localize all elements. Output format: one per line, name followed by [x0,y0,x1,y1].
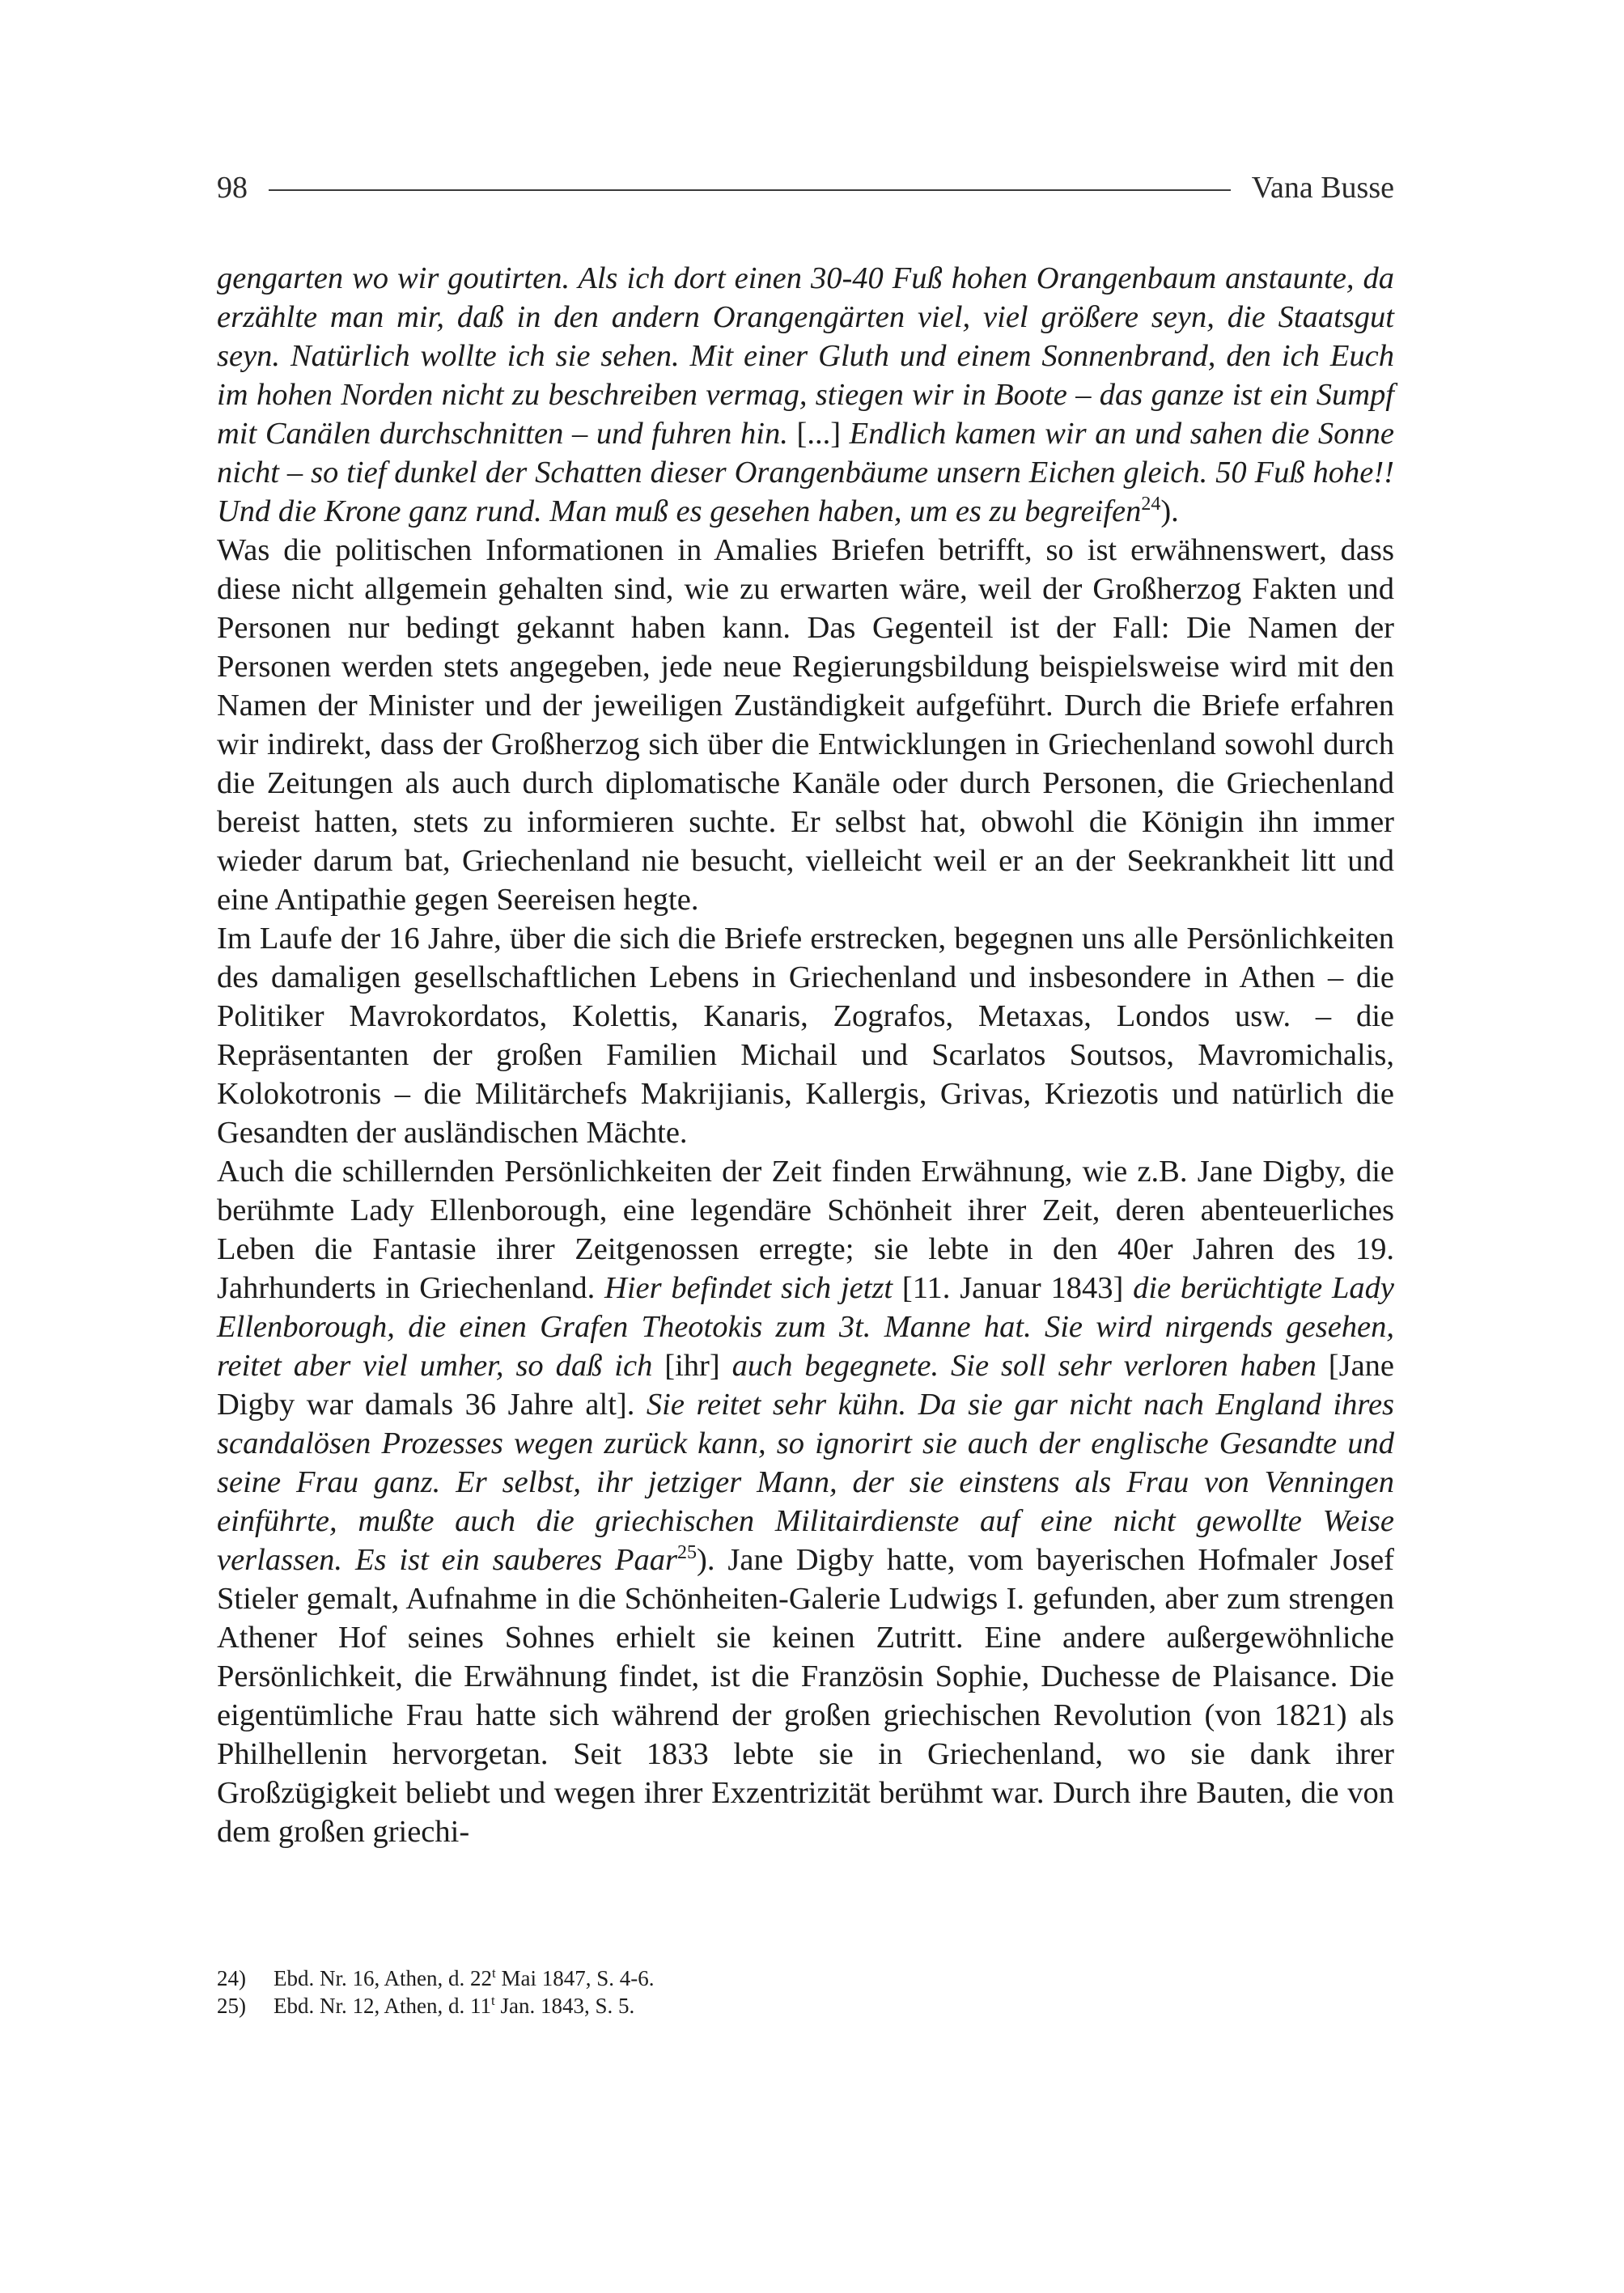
paragraph [217,259,1394,531]
footnote-superscript: t [491,1993,495,2008]
footnote-text-start: Ebd. Nr. 12, Athen, d. 11 [273,1994,491,2018]
footnote-number: 25) [217,1994,246,2018]
page-number: 98 [217,171,248,205]
footnote-text [273,1965,654,1992]
footnote-text-end: Mai 1847, S. 4-6. [495,1966,655,1990]
footnote-text-end: Jan. 1843, S. 5. [494,1994,635,2018]
footnotes [217,1965,1394,2020]
footnote [217,1965,1394,1992]
quoted-text: auch begegnete. Sie soll sehr verloren haben [731,1349,1329,1383]
paragraph [217,919,1394,1152]
quoted-text: die berüchtigte Lady Ellenborough, die einen Grafen Theotokis zum 3t. Manne hat. Sie wird nirgends gesehen, reitet aber viel umher, so daß ich [217,1271,1395,1383]
paragraph [217,531,1394,919]
text-run: [...] [796,417,850,451]
text-run: Im Laufe der 16 Jahre, über die sich die Briefe erstrecken, begegnen uns alle Persönlichkeiten des damaligen gesellschaftlichen Lebens in Griechenland und insbesondere in Athen – die Politiker Mavrokordatos, Kolettis, Kanaris, Zografos, Metaxas, Londos usw. – die Repräsentanten der großen Familien Michail und Scarlatos Soutsos, Mavromichalis, Kolokotronis – die Militärchefs Makrijianis, Kallergis, Grivas, Kriezotis und natürlich die Gesandten der ausländischen Mächte. [217,922,1394,1150]
text-run: ). Jane Digby hatte, vom bayerischen Hofmaler Josef Stieler gemalt, Aufnahme in die Schönheiten-Galerie Ludwigs I. gefunden, aber zum strengen Athener Hof seines Sohnes erhielt sie keinen Zutritt. Eine andere außergewöhnliche Persönlichkeit, die Erwähnung findet, ist die Französin Sophie, Duchesse de Plaisance. Die eigentümliche Frau hatte sich während der großen griechischen Revolution (von 1821) als Philhellenin hervorgetan. Seit 1833 lebte sie in Griechenland, wo sie dank ihrer Großzügigkeit beliebt und wegen ihrer Exzentrizität berühmt war. Durch ihre Bauten, die von dem großen griechi- [217,1543,1394,1849]
text-run: Was die politischen Informationen in Amalies Briefen betrifft, so ist erwähnenswert, dass diese nicht allgemein gehalten sind, wie zu erwarten wäre, weil der Großherzog Fakten und Personen nur bedingt gekannt haben kann. Das Gegenteil ist der Fall: Die Namen der Personen werden stets angegeben, jede neue Regierungsbildung beispielsweise wird mit den Namen der Minister und der jeweiligen Zuständigkeit aufgeführt. Durch die Briefe erfahren wir indirekt, dass der Großherzog sich über die Entwicklungen in Griechenland sowohl durch die Zeitungen als auch durch diplomatische Kanäle oder durch Personen, die Griechenland bereist hatten, stets zu informieren suchte. Er selbst hat, obwohl die Königin ihn immer wieder darum bat, Griechenland nie besucht, vielleicht weil er an der Seekrankheit litt und eine Antipathie gegen Seereisen hegte. [217,533,1394,917]
quoted-text: Endlich kamen wir an und sahen die Sonne nicht – so tief dunkel der Schatten dieser Orangenbäume unsern Eichen gleich. 50 Fuß hohe!! Und die Krone ganz rund. Man muß es gesehen haben, um es zu begreifen [217,417,1394,528]
body-text [217,259,1394,1851]
footnote-ref: 25 [677,1542,698,1563]
footnote-number: 24) [217,1966,246,1990]
footnote-text-start: Ebd. Nr. 16, Athen, d. 22 [273,1966,492,1990]
footnote [217,1992,1394,2020]
text-run: [ihr] [664,1349,732,1383]
text-run: Auch die schillernden Persönlichkeiten der Zeit finden Erwähnung, wie z.B. Jane Digby, die berühmte Lady Ellenborough, eine legendäre Schönheit ihrer Zeit, deren abenteuerliches Leben die Fantasie ihrer Zeitgenossen erregte; sie lebte in den 40er Jahren des 19. Jahrhunderts in Griechenland. [217,1155,1394,1305]
footnote-ref: 24 [1141,494,1161,515]
header-rule [269,189,1231,191]
author-name: Vana Busse [1251,171,1394,205]
footnote-text [273,1992,634,2020]
text-run: [Jane Digby war damals 36 Jahre alt]. [217,1349,1394,1422]
footnote-superscript: t [492,1965,496,1981]
quoted-text: gengarten wo wir goutirten. Als ich dort einen 30-40 Fuß hohen Orangenbaum anstaunte, da erzählte man mir, daß in den andern Orangengärten viel, viel größere seyn, die Staatsgut seyn. Natürlich wollte ich sie sehen. Mit einer Gluth und einem Sonnenbrand, den ich Euch im hohen Norden nicht zu beschreiben vermag, stiegen wir in Boote – das ganze ist ein Sumpf mit Canälen durchschnitten – und fuhren hin. [217,261,1394,451]
quoted-text: Sie reitet sehr kühn. Da sie gar nicht nach England ihres scandalösen Prozesses wegen zurück kann, so ignorirt sie auch der englische Gesandte und seine Frau ganz. Er selbst, ihr jetziger Mann, der sie einstens als Frau von Venningen einführte, mußte auch die griechischen Militairdienste auf eine nicht gewollte Weise verlassen. Es ist ein sauberes Paar [217,1388,1395,1577]
text-run: [11. Januar 1843] [901,1271,1134,1305]
text-run: ). [1160,494,1179,528]
quoted-text: Hier befindet sich jetzt [604,1271,902,1305]
paragraph [217,1152,1394,1851]
running-header [217,165,1394,210]
